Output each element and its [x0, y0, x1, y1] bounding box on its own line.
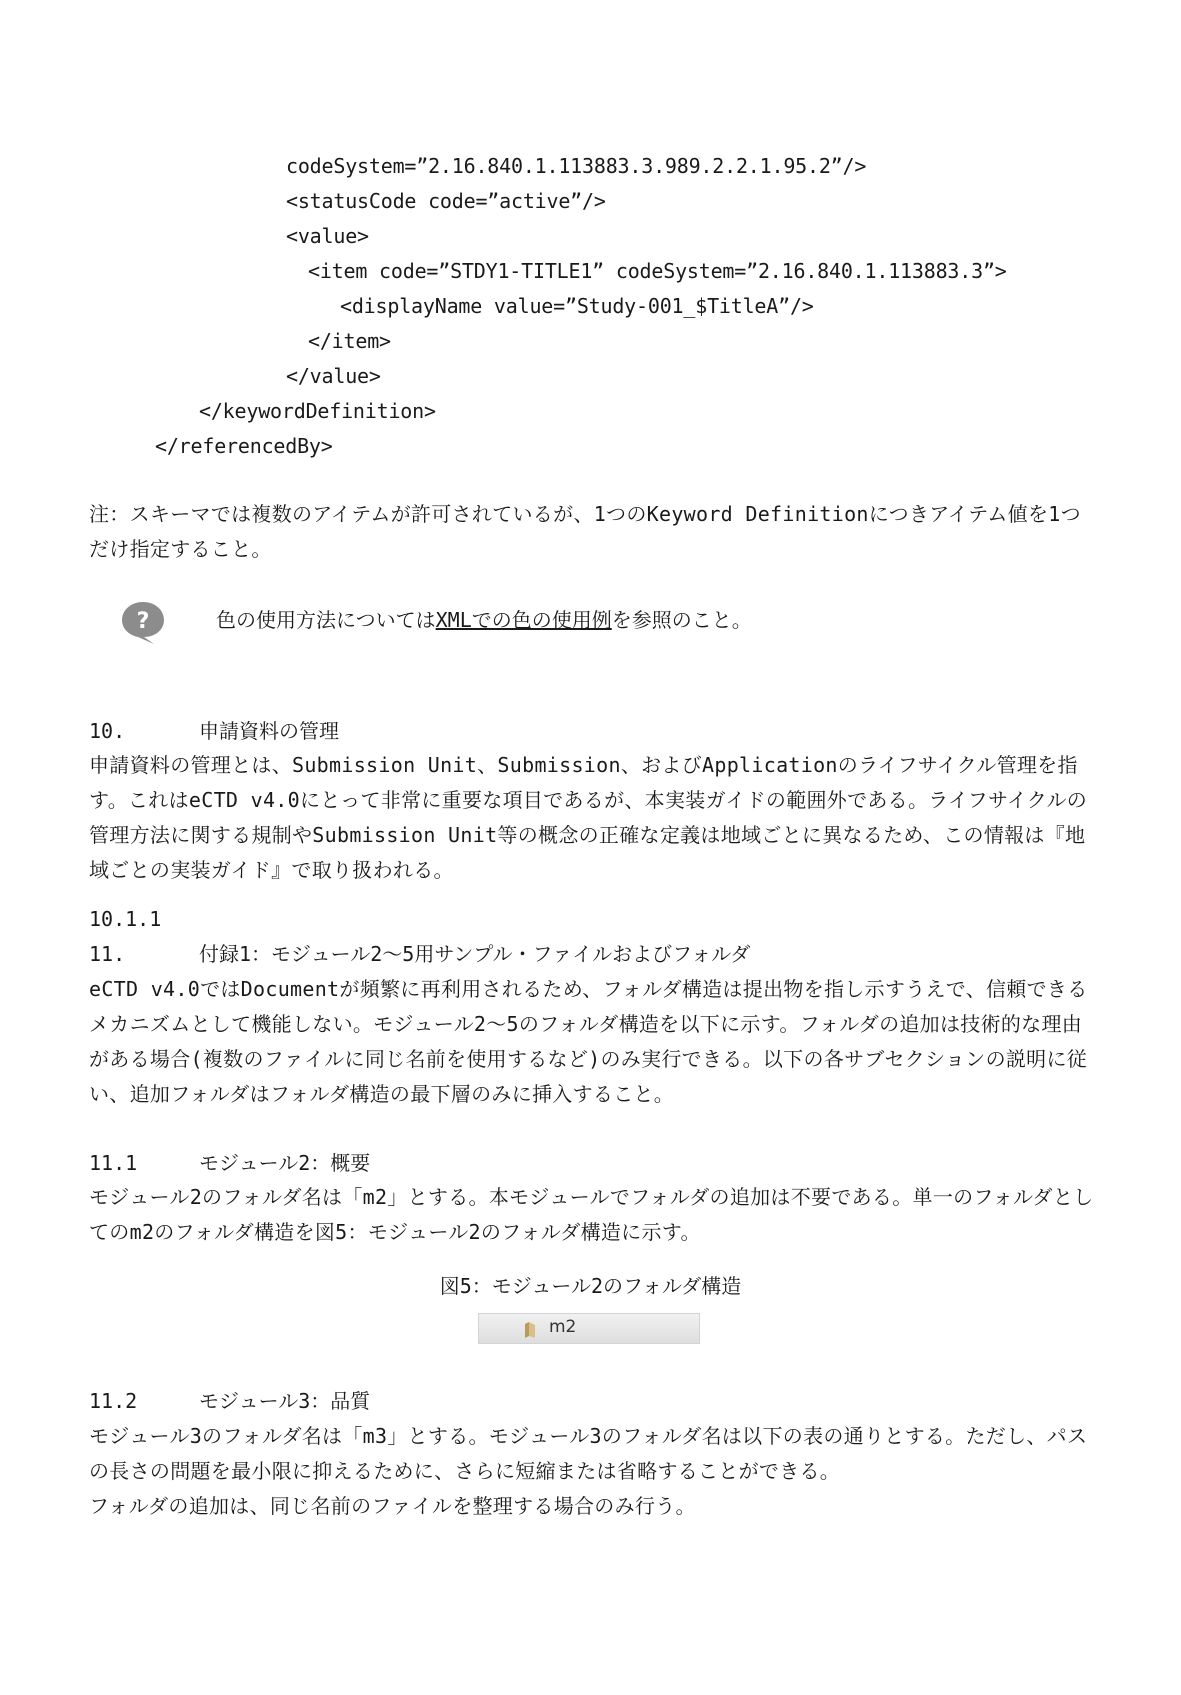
code-line-value-close: </value>	[286, 364, 381, 388]
section-10-1-1-heading: 10.1.1	[89, 907, 162, 931]
section-11-2-body-2: フォルダの追加は、同じ名前のファイルを整理する場合のみ行う。	[89, 1494, 696, 1518]
section-10-title: 申請資料の管理	[199, 719, 339, 743]
code-line-codesystem: codeSystem=”2.16.840.1.113883.3.989.2.2.1.95.2”/>	[286, 154, 867, 178]
code-line-item-close: </item>	[308, 329, 391, 353]
section-11-number: 11.	[89, 942, 126, 966]
tip-text	[216, 606, 752, 634]
code-line-keyworddefinition-close: </keywordDefinition>	[199, 399, 436, 423]
section-11-1-body: モジュール2のフォルダ名は「m2」とする。本モジュールでフォルダの追加は不要である。単一のフォルダとしてのm2のフォルダ構造を図5：モジュール2のフォルダ構造に示す。	[89, 1185, 1094, 1244]
folder-icon	[523, 1322, 537, 1338]
tip-prefix: 色の使用方法については	[216, 608, 436, 632]
section-10-heading	[89, 717, 339, 745]
section-11-heading	[89, 940, 750, 968]
svg-text:?: ?	[136, 609, 150, 634]
code-line-value-open: <value>	[286, 224, 369, 248]
xml-color-example-link[interactable]: XMLでの色の使用例	[435, 608, 612, 632]
section-11-2-number: 11.2	[89, 1389, 138, 1413]
section-10-body: 申請資料の管理とは、Submission Unit、Submission、およびApplicationのライフサイクル管理を指す。これはeCTD v4.0にとって非常に重要な項目であるが、本実装ガイドの範囲外である。ライフサイクルの管理方法に関する規制やSubmission Unit等の概念の正確な定義は地域ごとに異なるため、この情報は『地域ごとの実装ガイド』で取り扱われる。	[89, 753, 1088, 882]
section-11-2-body: モジュール3のフォルダ名は「m3」とする。モジュール3のフォルダ名は以下の表の通りとする。ただし、パスの長さの問題を最小限に抑えるために、さらに短縮または省略することができる。	[89, 1424, 1088, 1483]
section-10-number: 10.	[89, 719, 126, 743]
figure-5-folder-image	[478, 1313, 700, 1344]
section-11-1-title: モジュール2：概要	[199, 1151, 371, 1175]
section-11-1-heading	[89, 1149, 370, 1177]
section-11-title: 付録1：モジュール2～5用サンプル・ファイルおよびフォルダ	[199, 942, 751, 966]
code-line-displayname: <displayName value=”Study-001_$TitleA”/>	[340, 294, 814, 318]
folder-name-m2: m2	[549, 1317, 577, 1337]
note-paragraph: 注：スキーマでは複数のアイテムが許可されているが、1つのKeyword Definitionにつきアイテム値を1つだけ指定すること。	[89, 502, 1081, 561]
section-11-1-number: 11.1	[89, 1151, 138, 1175]
figure-5-caption: 図5：モジュール2のフォルダ構造	[439, 1274, 742, 1298]
code-line-statuscode: <statusCode code=”active”/>	[286, 189, 606, 213]
code-line-referencedby-close: </referencedBy>	[155, 434, 333, 458]
tip-suffix: を参照のこと。	[611, 608, 752, 632]
question-bubble-icon	[118, 598, 168, 646]
code-line-item-open: <item code=”STDY1-TITLE1” codeSystem=”2.16.840.1.113883.3”>	[308, 259, 1007, 283]
section-11-2-heading	[89, 1387, 370, 1415]
section-11-body: eCTD v4.0ではDocumentが頻繁に再利用されるため、フォルダ構造は提出物を指し示すうえで、信頼できるメカニズムとして機能しない。モジュール2～5のフォルダ構造を以下に示す。フォルダの追加は技術的な理由がある場合(複数のファイルに同じ名前を使用するなど)のみ実行できる。以下の各サブセクションの説明に従い、追加フォルダはフォルダ構造の最下層のみに挿入すること。	[89, 977, 1088, 1106]
section-11-2-title: モジュール3：品質	[199, 1389, 371, 1413]
